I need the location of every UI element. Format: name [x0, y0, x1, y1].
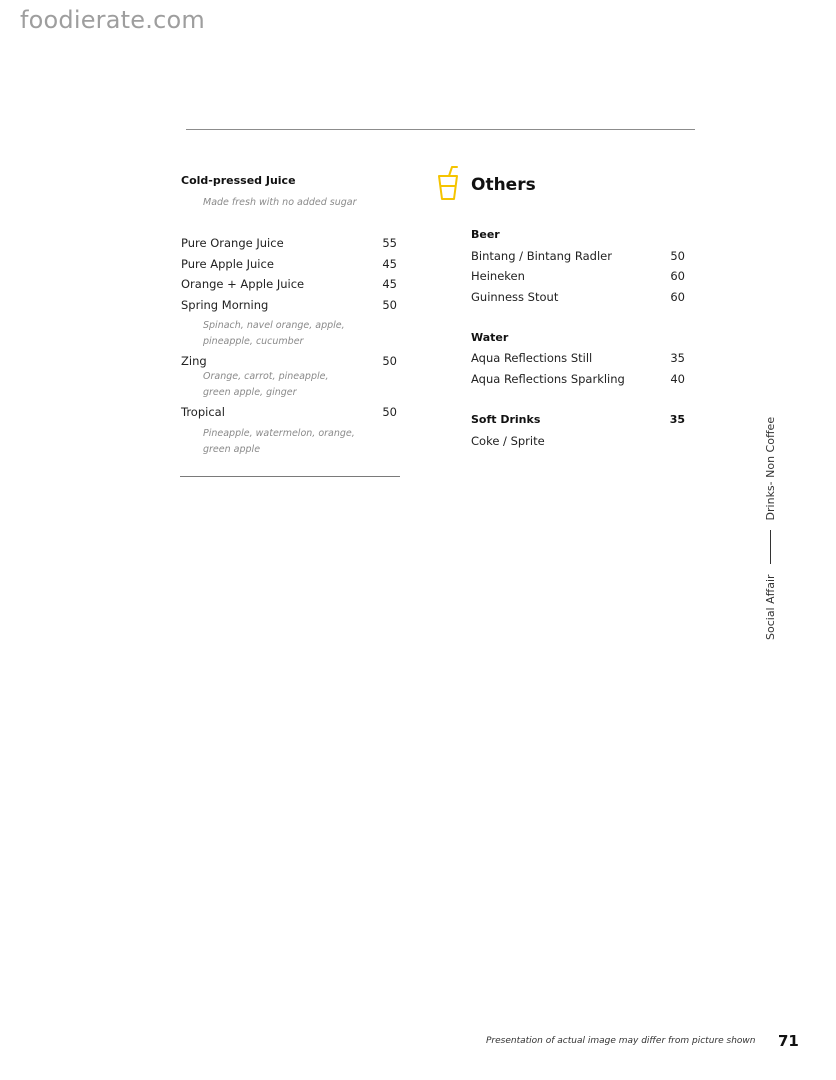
menu-item: [181, 257, 397, 271]
soft-drinks-title: Soft Drinks: [471, 413, 541, 426]
description-line: Orange, carrot, pineapple,: [203, 371, 329, 382]
description-line: Spinach, navel orange, apple,: [203, 320, 345, 331]
page-number: 71: [778, 1032, 799, 1050]
menu-item: [471, 249, 685, 263]
item-price: 55: [382, 236, 397, 250]
item-price: 60: [670, 269, 685, 283]
item-description: [203, 369, 329, 400]
item-name: Guinness Stout: [471, 290, 559, 304]
menu-item: [181, 236, 397, 250]
item-price: 45: [382, 277, 397, 291]
item-name: Pure Orange Juice: [181, 236, 284, 250]
item-name: Coke / Sprite: [471, 434, 545, 448]
description-line: green apple, ginger: [203, 386, 297, 398]
item-price: 60: [670, 290, 685, 304]
item-price: 50: [382, 405, 397, 419]
juice-section-divider: [180, 476, 400, 477]
menu-item: [471, 290, 685, 304]
top-divider: [186, 129, 695, 130]
side-label-dash: [770, 530, 771, 564]
item-price: 50: [382, 298, 397, 312]
menu-item: [471, 351, 685, 365]
soft-drinks-price: 35: [669, 413, 685, 426]
item-name: Orange + Apple Juice: [181, 277, 305, 291]
menu-item: [471, 434, 685, 448]
item-name: Aqua Reflections Still: [471, 351, 593, 365]
item-price: 50: [670, 249, 685, 263]
item-name: Spring Morning: [181, 298, 269, 312]
item-name: Aqua Reflections Sparkling: [471, 372, 625, 386]
item-name: Zing: [181, 354, 207, 368]
soft-drinks-category: [471, 413, 685, 426]
description-line: pineapple, cucumber: [203, 335, 304, 347]
section-name: Drinks- Non Coffee: [763, 416, 777, 521]
others-title: Others: [471, 175, 536, 195]
item-price: 45: [382, 257, 397, 271]
juice-section: [181, 174, 401, 455]
menu-item: [471, 269, 685, 283]
side-section-label: [760, 340, 780, 640]
drink-glass-icon: [436, 164, 460, 202]
menu-item: [181, 277, 397, 291]
item-description: [203, 318, 345, 349]
menu-item: [471, 372, 685, 386]
item-price: 35: [670, 351, 685, 365]
item-price: 40: [670, 372, 685, 386]
description-line: Pineapple, watermelon, orange,: [203, 428, 355, 439]
water-category-title: Water: [471, 331, 509, 344]
item-description: [203, 426, 355, 457]
juice-category-note: Made fresh with no added sugar: [203, 197, 357, 208]
beer-category-title: Beer: [471, 228, 500, 241]
item-name: Bintang / Bintang Radler: [471, 249, 612, 263]
menu-item: [181, 298, 397, 312]
watermark: foodierate.com: [20, 6, 205, 34]
menu-item: [181, 405, 397, 419]
footer-disclaimer: Presentation of actual image may differ from picture shown: [486, 1036, 756, 1046]
brand-name: Social Affair: [763, 574, 777, 640]
item-name: Pure Apple Juice: [181, 257, 274, 271]
menu-item: [181, 354, 397, 368]
description-line: green apple: [203, 443, 261, 455]
juice-category-title: Cold-pressed Juice: [181, 174, 296, 187]
item-name: Tropical: [181, 405, 225, 419]
item-name: Heineken: [471, 269, 525, 283]
item-price: 50: [382, 354, 397, 368]
